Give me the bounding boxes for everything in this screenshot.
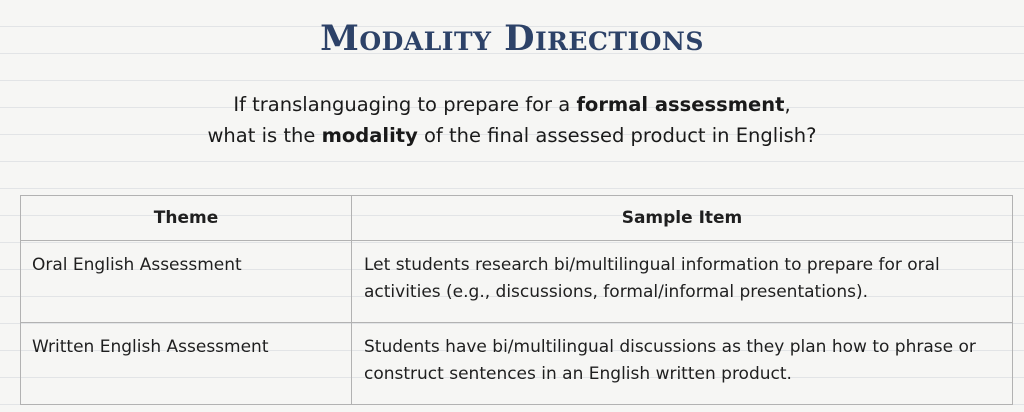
question-text	[0, 89, 1024, 151]
modality-emphasis: modality	[321, 124, 418, 147]
table-row	[21, 323, 1013, 405]
sample-item-cell: Students have bi/multilingual discussions as they plan how to phrase or construct sentences in an English written product.	[352, 323, 1013, 405]
table-header-row	[21, 196, 1013, 241]
slide-title: Modality Directions	[320, 18, 704, 59]
question-line-1	[0, 89, 1024, 120]
theme-column-header: Theme	[21, 196, 352, 241]
modality-table	[20, 195, 1013, 405]
sample-item-cell: Let students research bi/multilingual information to prepare for oral activities (e.g., discussions, formal/informal presentations).	[352, 241, 1013, 323]
question-line-2-end: of the final assessed product in English?	[417, 124, 817, 147]
theme-cell: Written English Assessment	[21, 323, 352, 405]
question-line-1-end: ,	[784, 93, 791, 116]
table-row	[21, 241, 1013, 323]
question-line-2-start: what is the	[207, 124, 322, 147]
question-line-2	[0, 120, 1024, 151]
theme-cell: Oral English Assessment	[21, 241, 352, 323]
sample-item-column-header: Sample Item	[352, 196, 1013, 241]
modality-table-container	[20, 195, 1012, 405]
question-line-1-start: If translanguaging to prepare for a	[233, 93, 577, 116]
formal-assessment-emphasis: formal assessment	[576, 93, 785, 116]
